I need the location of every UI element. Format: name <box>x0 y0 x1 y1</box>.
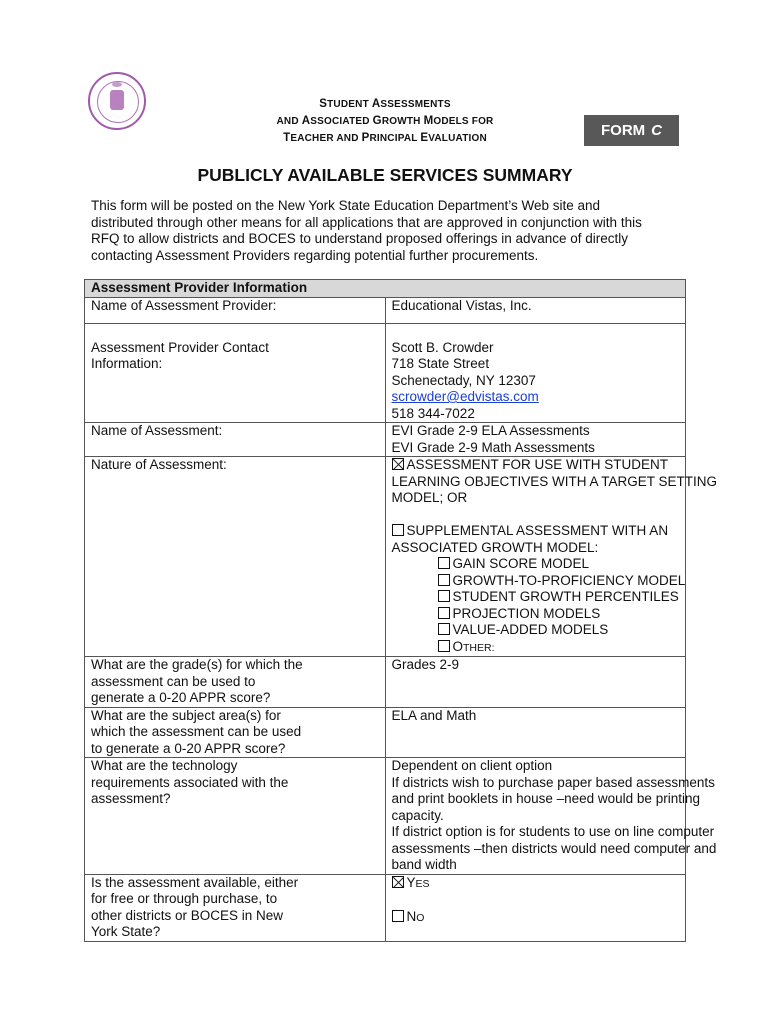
form-c-badge <box>584 115 679 146</box>
contact-email-link[interactable]: scrowder@edvistas.com <box>391 389 539 404</box>
page-title: PUBLICLY AVAILABLE SERVICES SUMMARY <box>197 165 573 185</box>
table-row <box>85 423 686 457</box>
availability-value: YES NO <box>385 874 686 941</box>
technology-value: Dependent on client option If districts wish to purchase paper based assessments and print booklets in house –need would be printing capacity. If district option is for students to use on line computer assessments –then districts would need computer and band width <box>385 758 686 875</box>
provider-info-table <box>84 279 718 942</box>
yes-checkbox[interactable] <box>392 876 404 888</box>
table-row <box>85 707 686 758</box>
contact-phone: 518 344-7022 <box>391 405 475 421</box>
table-row <box>85 297 686 323</box>
grades-value: Grades 2-9 <box>385 657 686 708</box>
nysed-seal-logo <box>88 72 146 130</box>
gain-score-checkbox[interactable] <box>438 557 450 569</box>
subject-value: ELA and Math <box>385 707 686 758</box>
table-row <box>85 323 686 423</box>
intro-line: contacting Assessment Providers regarding potential further procurements. <box>91 247 539 263</box>
provider-name-value: Educational Vistas, Inc. <box>385 297 686 323</box>
heading-line-1: STUDENT ASSESSMENTS <box>319 98 451 110</box>
nature-option-1-checkbox[interactable] <box>392 458 404 470</box>
nature-label: Nature of Assessment: <box>85 457 386 657</box>
heading-line-3: TEACHER AND PRINCIPAL EVALUATION <box>283 132 487 144</box>
other-checkbox[interactable] <box>438 640 450 652</box>
contact-value: Scott B. Crowder 718 State Street Schenectady, NY 12307 scrowder@edvistas.com 518 344-7022 <box>385 323 686 423</box>
subject-label: What are the subject area(s) for which the assessment can be used to generate a 0-20 APPR score? <box>85 707 386 758</box>
form-heading <box>240 96 530 147</box>
intro-line: distributed through other means for all applications that are approved in conjunction with this <box>91 214 642 230</box>
assessment-name-label: Name of Assessment: <box>85 423 386 457</box>
intro-line: This form will be posted on the New York State Education Department’s Web site and <box>91 198 601 213</box>
grades-label: What are the grade(s) for which the assessment can be used to generate a 0-20 APPR score? <box>85 657 386 708</box>
form-label: FORM <box>600 122 646 139</box>
contact-label: Assessment Provider Contact Information: <box>85 323 386 423</box>
value-added-models-checkbox[interactable] <box>438 623 450 635</box>
availability-label: Is the assessment available, either for free or through purchase, to other districts or BOCES in New York State? <box>85 874 386 941</box>
form-letter: C <box>651 122 662 139</box>
table-row <box>85 657 686 708</box>
intro-line: RFQ to allow districts and BOCES to understand proposed offerings in advance of directly <box>91 231 629 246</box>
intro-paragraph <box>91 198 681 264</box>
table-row <box>85 457 686 657</box>
student-growth-percentiles-checkbox[interactable] <box>438 590 450 602</box>
section-header: Assessment Provider Information <box>85 280 686 298</box>
nature-option-2-checkbox[interactable] <box>392 524 404 536</box>
assessment-name-value: EVI Grade 2-9 ELA Assessments EVI Grade 2-9 Math Assessments <box>385 423 686 457</box>
projection-models-checkbox[interactable] <box>438 607 450 619</box>
table-row <box>85 758 686 875</box>
table-row <box>85 874 686 941</box>
provider-name-label: Name of Assessment Provider: <box>85 297 386 323</box>
nature-value: ASSESSMENT FOR USE WITH STUDENT LEARNING OBJECTIVES WITH A TARGET SETTING MODEL; OR SUPPLEMENTAL ASSESSMENT WITH AN ASSOCIATED GROWTH MODEL: GAIN SCORE MODEL GROWTH-TO-PROFICIENCY MODEL STUDENT GROWTH PERCENTILES PROJECTION MODELS VALUE-ADDED MODELS OTHER: <box>385 457 686 657</box>
technology-label: What are the technology requirements associated with the assessment? <box>85 758 386 875</box>
growth-to-proficiency-checkbox[interactable] <box>438 574 450 586</box>
no-checkbox[interactable] <box>392 910 404 922</box>
heading-line-2: AND ASSOCIATED GROWTH MODELS FOR <box>276 115 494 127</box>
